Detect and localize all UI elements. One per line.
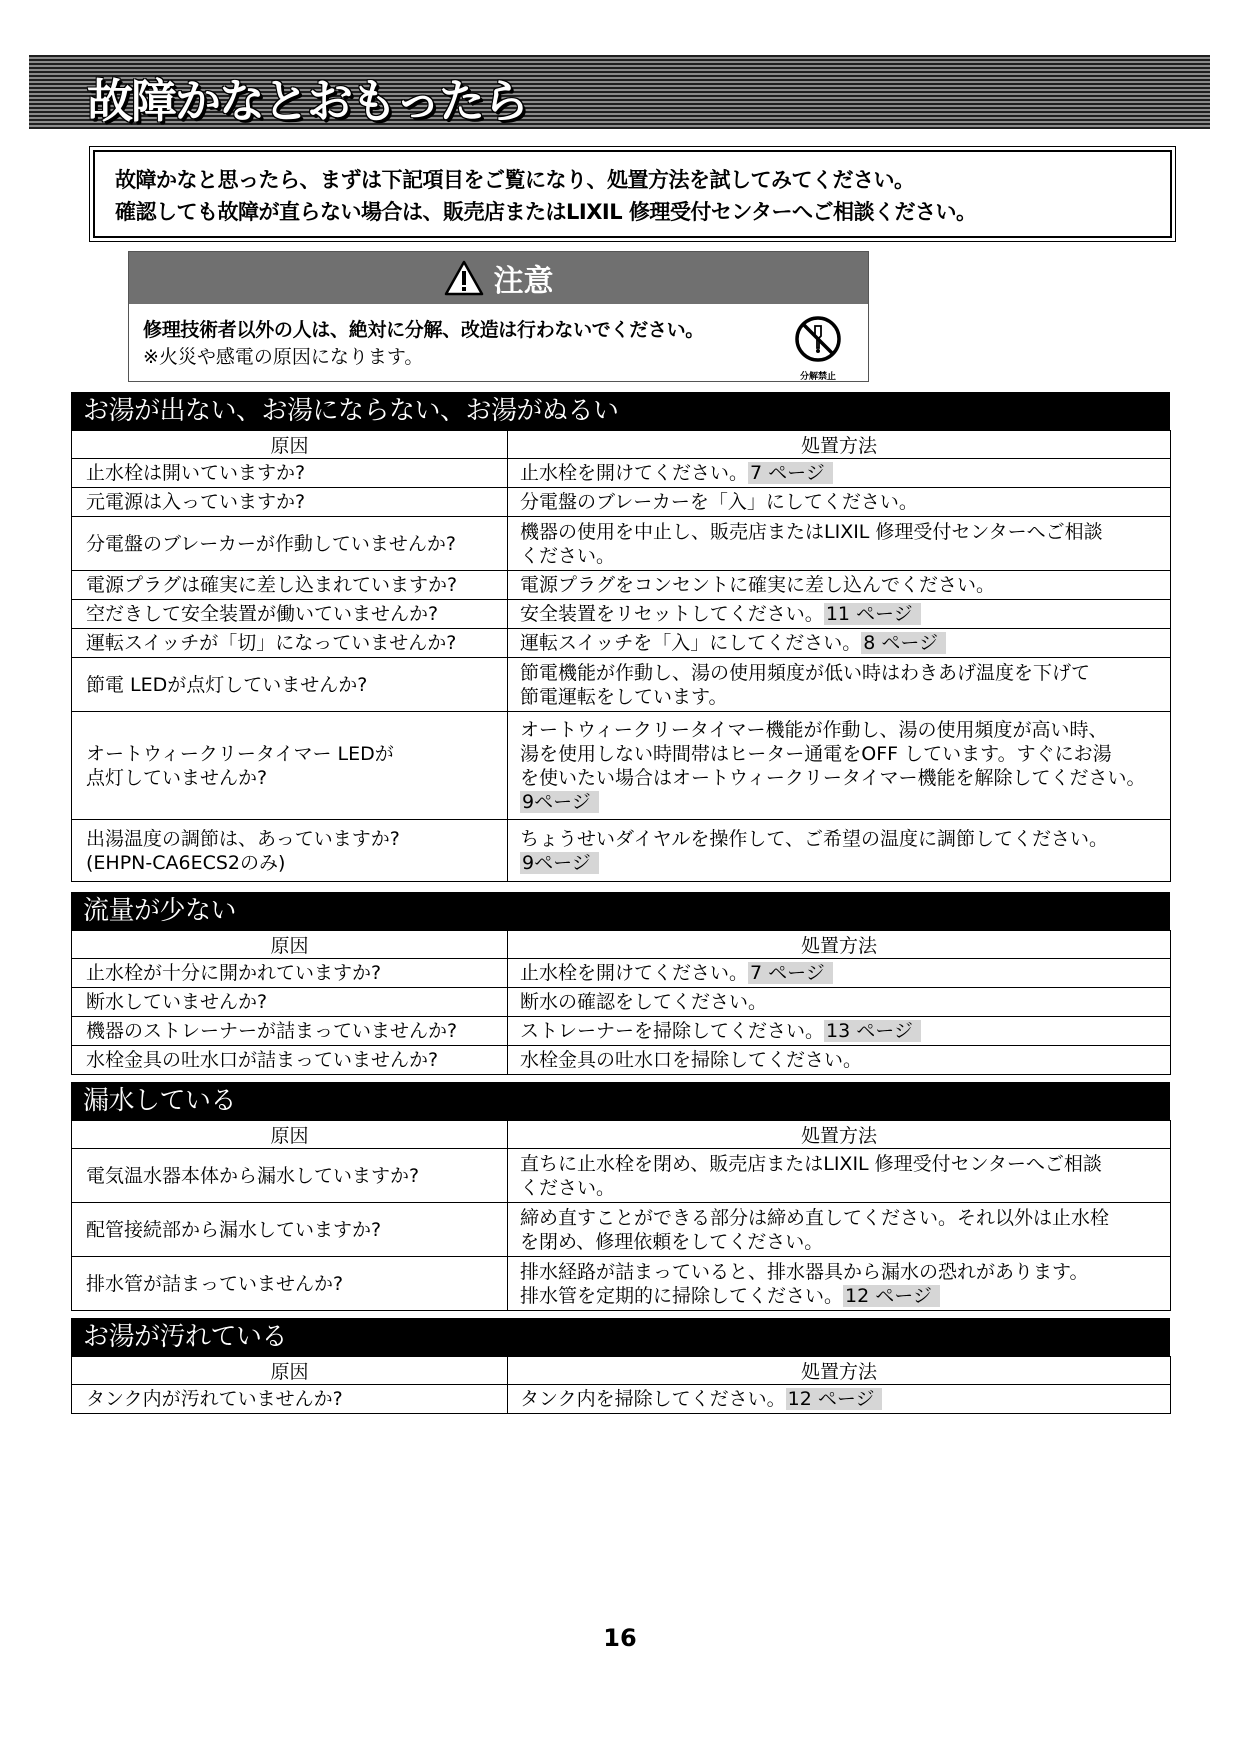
table-row [72,959,1171,988]
remedy-text: を閉め、修理依頼をしてください。 [520,1230,824,1253]
remedy-cell: 水栓金具の吐水口を掃除してください。 [508,1046,1171,1075]
table-row [72,571,1171,600]
warning-triangle-icon [444,260,484,296]
page-reference: 7 ページ [748,962,833,984]
cause-cell: 電源プラグは確実に差し込まれていますか? [72,571,508,600]
column-header-remedy: 処置方法 [508,931,1171,959]
table-row [72,1385,1171,1414]
table-no-hot-water [71,430,1171,882]
cause-text: オートウィークリータイマー LEDが [86,742,394,765]
cause-cell: 断水していませんか? [72,988,508,1017]
cause-cell: 電気温水器本体から漏水していますか? [72,1149,508,1203]
remedy-text: ちょうせいダイヤルを操作して、ご希望の温度に調節してください。 [520,827,1109,850]
table-low-flow [71,930,1171,1075]
remedy-text: 節電運転をしています。 [520,685,728,708]
table-row [72,600,1171,629]
remedy-text: 運転スイッチを「入」にしてください。 [520,632,862,654]
intro-line-2: 確認しても故障が直らない場合は、販売店またはLIXIL 修理受付センターへご相談ください。 [115,200,977,224]
intro-box [89,146,1176,242]
remedy-text: ください。 [520,1176,616,1199]
column-header-cause: 原因 [72,431,508,459]
table-row [72,459,1171,488]
remedy-text: ストレーナーを掃除してください。 [520,1020,825,1042]
caution-header [129,252,868,304]
column-header-remedy: 処置方法 [508,1357,1171,1385]
table-row [72,820,1171,882]
cause-cell: 元電源は入っていますか? [72,488,508,517]
remedy-text: 締め直すことができる部分は締め直してください。それ以外は止水栓 [520,1206,1110,1229]
remedy-cell: 断水の確認をしてください。 [508,988,1171,1017]
cause-text: (EHPN-CA6ECS2のみ) [86,851,286,874]
caution-heading: 注意 [493,264,554,299]
page-reference: 12 ページ [786,1388,883,1410]
remedy-cell [508,712,1171,820]
caution-box [128,251,869,382]
page-reference: 9ページ [520,852,599,874]
table-row [72,1203,1171,1257]
remedy-text: 安全装置をリセットしてください。 [520,603,824,625]
cause-cell [72,712,508,820]
cause-cell: 節電 LEDが点灯していませんか? [72,658,508,712]
section-header-no-hot-water: お湯が出ない、お湯にならない、お湯がぬるい [71,392,1170,430]
remedy-text: 止水栓を開けてください。 [520,962,749,984]
caution-line-1: 修理技術者以外の人は、絶対に分解、改造は行わないでください。 [143,319,705,341]
table-row [72,1257,1171,1311]
remedy-text: 機器の使用を中止し、販売店またはLIXIL 修理受付センターへご相談 [520,520,1103,543]
page-title: 故障かなとおもったら [87,74,527,128]
table-header-row [72,931,1171,959]
cause-cell: 機器のストレーナーが詰まっていませんか? [72,1017,508,1046]
table-header-row [72,1121,1171,1149]
cause-cell: 止水栓は開いていますか? [72,459,508,488]
remedy-cell: 電源プラグをコンセントに確実に差し込んでください。 [508,571,1171,600]
cause-cell: タンク内が汚れていませんか? [72,1385,508,1414]
remedy-text: 止水栓を開けてください。 [520,462,749,484]
remedy-cell [508,658,1171,712]
column-header-remedy: 処置方法 [508,1121,1171,1149]
page-reference: 9ページ [520,791,599,813]
remedy-text: 排水経路が詰まっていると、排水器具から漏水の恐れがあります。 [520,1260,1089,1283]
cause-text: 点灯していませんか? [86,766,268,789]
remedy-cell [508,459,1171,488]
remedy-text: ください。 [520,544,616,567]
cause-cell: 水栓金具の吐水口が詰まっていませんか? [72,1046,508,1075]
cause-cell [72,820,508,882]
remedy-text: タンク内を掃除してください。 [520,1388,786,1410]
page-reference: 8 ページ [861,632,946,654]
section-header-low-flow: 流量が少ない [71,892,1170,930]
table-row [72,712,1171,820]
no-disassembly-mark [788,314,848,382]
remedy-text: 節電機能が作動し、湯の使用頻度が低い時はわきあげ温度を下げて [520,661,1091,684]
table-row [72,1017,1171,1046]
remedy-cell [508,1149,1171,1203]
remedy-cell [508,517,1171,571]
no-disassembly-label: 分解禁止 [799,372,836,382]
remedy-cell [508,629,1171,658]
table-row [72,988,1171,1017]
remedy-cell [508,1203,1171,1257]
cause-cell: 配管接続部から漏水していますか? [72,1203,508,1257]
intro-line-1: 故障かなと思ったら、まずは下記項目をご覧になり、処置方法を試してみてください。 [115,168,915,192]
remedy-text: 排水管を定期的に掃除してください。 [520,1284,844,1307]
column-header-cause: 原因 [72,931,508,959]
column-header-remedy: 処置方法 [508,431,1171,459]
remedy-text: 直ちに止水栓を閉め、販売店またはLIXIL 修理受付センターへご相談 [520,1152,1102,1175]
section-header-leak: 漏水している [71,1082,1170,1120]
table-row [72,1149,1171,1203]
caution-body [129,304,868,382]
intro-text [93,150,1172,238]
section-header-dirty-water: お湯が汚れている [71,1318,1170,1356]
cause-cell: 排水管が詰まっていませんか? [72,1257,508,1311]
page-reference: 13 ページ [824,1020,921,1042]
cause-cell: 運転スイッチが「切」になっていませんか? [72,629,508,658]
table-header-row [72,1357,1171,1385]
remedy-cell [508,1017,1171,1046]
table-row [72,629,1171,658]
remedy-text: 湯を使用しない時間帯はヒーター通電をOFF しています。すぐにお湯 [520,742,1112,765]
cause-cell: 分電盤のブレーカーが作動していませんか? [72,517,508,571]
remedy-cell [508,1385,1171,1414]
remedy-cell [508,959,1171,988]
remedy-cell [508,820,1171,882]
remedy-cell [508,600,1171,629]
remedy-text: を使いたい場合はオートウィークリータイマー機能を解除してください。 [520,766,1146,789]
table-row [72,1046,1171,1075]
remedy-cell [508,1257,1171,1311]
page-reference: 7 ページ [748,462,833,484]
table-leak [71,1120,1171,1311]
caution-line-2: ※火災や感電の原因になります。 [143,346,424,368]
remedy-cell: 分電盤のブレーカーを「入」にしてください。 [508,488,1171,517]
table-row [72,658,1171,712]
column-header-cause: 原因 [72,1121,508,1149]
table-header-row [72,431,1171,459]
cause-text: 出湯温度の調節は、あっていますか? [86,827,400,850]
page-number: 16 [603,1624,637,1652]
cause-cell: 空だきして安全装置が働いていませんか? [72,600,508,629]
table-row [72,517,1171,571]
no-disassembly-icon [793,314,843,364]
column-header-cause: 原因 [72,1357,508,1385]
table-row [72,488,1171,517]
title-banner [29,55,1210,129]
cause-cell: 止水栓が十分に開かれていますか? [72,959,508,988]
page-reference: 11 ページ [824,603,921,625]
table-dirty-water [71,1356,1171,1414]
remedy-text: オートウィークリータイマー機能が作動し、湯の使用頻度が高い時、 [520,718,1108,741]
page-reference: 12 ページ [843,1285,940,1307]
